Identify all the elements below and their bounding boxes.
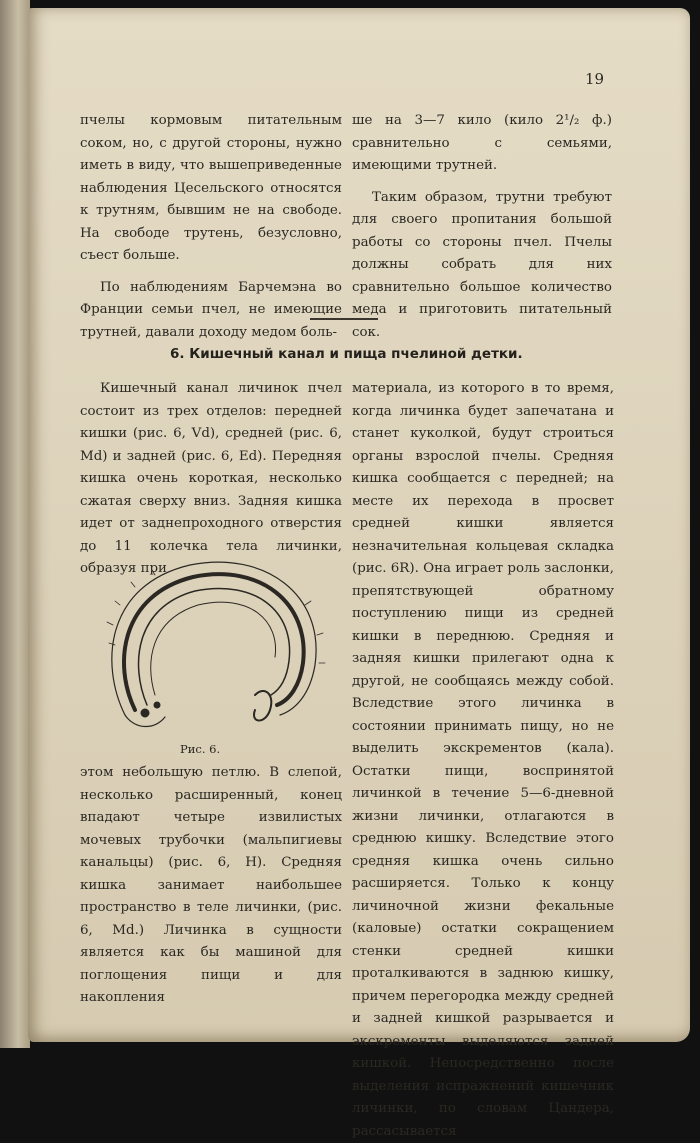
paragraph: ше на 3—7 кило (кило 2¹/₂ ф.) сравнительно с семьями, имеющими трутней. xyxy=(352,113,612,173)
paragraph: Кишечный канал личинок пчел состоит из трех отделов: передней кишки (рис. 6, Vd), средней (рис. 6, Md) и задней (рис. 6, Ed). Передняя кишка очень короткая, несколько сжатая сверху вниз. Задняя кишка идет от заднепроходного отверстия до 11 колечка тела личинки, образуя при xyxy=(80,381,342,576)
right-column xyxy=(352,378,614,1143)
paragraph: По наблюдениям Барчемэна во Франции семьи пчел, не имеющие трутней, давали доходу медом боль- xyxy=(80,279,342,340)
top-left-column xyxy=(80,110,342,344)
section-divider xyxy=(310,318,378,320)
figure-caption: Рис. 6. xyxy=(180,742,221,756)
page-number: 19 xyxy=(585,70,605,88)
section-heading: 6. Кишечный канал и пища пчелиной детки. xyxy=(170,346,523,362)
top-right-column xyxy=(352,110,612,344)
paragraph: пчелы кормовым питательным соком, но, с другой стороны, нужно иметь в виду, что вышеприведенные наблюдения Цесельского относятся к трутням, бывшим не на свободе. На свободе трутень, безусловно, съест больше. xyxy=(80,113,342,263)
previous-page-edge xyxy=(0,0,30,1048)
larva-intestine-illustration xyxy=(95,545,335,737)
bottom-left-column xyxy=(80,762,342,1010)
paragraph: Таким образом, трутни требуют для своего пропитания большой работы со стороны пчел. Пчелы должны собрать для них сравнительно большое количество меда и приготовить питательный сок. xyxy=(352,189,612,340)
paragraph: этом небольшую петлю. В слепой, несколько расширенный, конец впадают четыре извилистых мочевых трубочки (мальпигиевы канальцы) (рис. 6, H). Средняя кишка занимает наибольшее пространство в теле личинки, (рис. 6, Md.) Личинка в сущности является как бы машиной для поглощения пищи и для накопления xyxy=(80,765,342,1005)
paragraph: материала, из которого в то время, когда личинка будет запечатана и станет куколкой, будут строиться органы взрослой пчелы. Средняя кишка сообщается с передней; на месте их перехода в просвет средней кишки является незначительная кольцевая складка (рис. 6R). Она играет роль заслонки, препятствующей обратному поступлению пищи из средней кишки в переднюю. Средняя и задняя кишки прилегают одна к другой, не сообщаясь между собой. Вследствие этого личинка в состоянии принимать пищу, но не выделить экскрементов (кала). Остатки пищи, воспринятой личинкой в течение 5—6-дневной жизни личинки, отлагаются в среднюю кишку. Вследствие этого средняя кишка очень сильно расширяется. Только к концу личиночной жизни фекальные (каловые) остатки сокращением стенки средней кишки проталкиваются в заднюю кишку, причем перегородка между средней и задней кишкой разрывается и экскременты выделяются задней кишкой. Непосредственно после выделения испражнений кишечник личинки, по словам Цандера, рассасывается xyxy=(352,381,614,1139)
